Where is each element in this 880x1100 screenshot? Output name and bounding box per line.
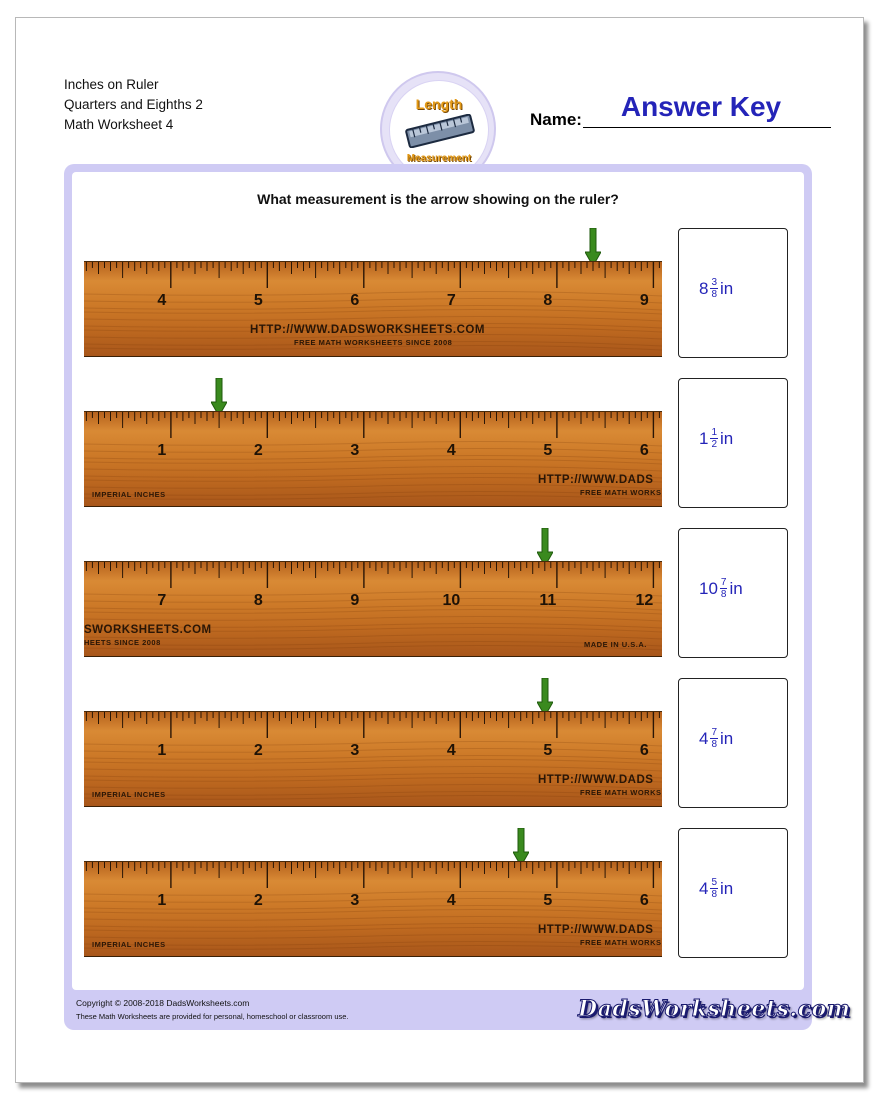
worksheet-subtitle: Quarters and Eighths 2 [64, 97, 203, 112]
ruler-url: SWORKSHEETS.COM [84, 624, 212, 636]
wood-grain [84, 306, 662, 310]
answer-whole: 4 [699, 878, 709, 898]
answer-numerator: 5 [711, 877, 718, 888]
ruler-number: 6 [639, 892, 649, 909]
wood-grain [84, 642, 662, 646]
ruler-ticks [84, 862, 662, 957]
answer-value [699, 877, 733, 900]
answer-box [678, 678, 788, 808]
wood-grain [84, 467, 662, 471]
answer-whole: 10 [699, 578, 718, 598]
ruler-icon [404, 114, 476, 148]
ruler-number: 9 [639, 292, 649, 309]
answer-denominator: 8 [711, 889, 718, 900]
answer-numerator: 1 [711, 427, 718, 438]
answer-numerator: 3 [711, 277, 718, 288]
answer-value [699, 577, 743, 600]
ruler [84, 861, 662, 957]
answer-denominator: 2 [711, 439, 718, 450]
wood-grain [84, 606, 662, 610]
ruler-number: 1 [157, 442, 167, 459]
wood-grain [84, 946, 662, 950]
answer-numerator: 7 [711, 727, 718, 738]
ruler-number: 4 [157, 292, 167, 309]
wood-grain [84, 767, 662, 771]
ruler [84, 561, 662, 657]
answer-value [699, 427, 733, 450]
ruler-imperial-label: IMPERIAL INCHES [92, 940, 166, 949]
ruler-number: 2 [253, 892, 263, 909]
ruler-made-label: MADE IN U.S.A. [584, 640, 647, 649]
answer-fraction [710, 727, 718, 750]
question-text: What measurement is the arrow showing on the ruler? [257, 191, 619, 207]
ruler [84, 411, 662, 507]
ruler-url: HTTP://WWW.DADSWORKSHEETS.COM [250, 324, 485, 336]
answer-denominator: 8 [720, 589, 727, 600]
answer-fraction [720, 577, 728, 600]
ruler [84, 261, 662, 357]
wood-grain [84, 449, 662, 453]
ruler-number: 3 [350, 442, 360, 459]
answer-denominator: 8 [711, 289, 718, 300]
wood-grain [84, 592, 662, 596]
ruler-tagline: FREE MATH WORKSHEETS SINCE 2008 [294, 338, 453, 347]
answer-whole: 1 [699, 428, 709, 448]
ruler-number: 5 [543, 892, 553, 909]
wood-grain [84, 760, 662, 764]
wood-grain [84, 599, 662, 603]
wood-grain [84, 910, 662, 914]
ruler-number: 6 [350, 292, 360, 309]
ruler-number: 8 [543, 292, 553, 309]
wood-grain [84, 310, 662, 314]
answer-unit: in [720, 878, 734, 898]
ruler-number: 2 [253, 742, 263, 759]
wood-grain [84, 496, 662, 500]
wood-grain [84, 899, 662, 903]
brand-logo: DadsWorksheets.com [578, 996, 851, 1022]
ruler [84, 711, 662, 807]
ruler-number: 4 [446, 442, 456, 459]
ruler-imperial-label: IMPERIAL INCHES [92, 490, 166, 499]
wood-grain [84, 892, 662, 896]
ruler-url: HTTP://WWW.DADS [538, 474, 654, 486]
ruler-url: HTTP://WWW.DADS [538, 774, 654, 786]
worksheet-title: Inches on Ruler [64, 77, 159, 92]
wood-grain [84, 492, 662, 496]
name-label: Name: [530, 110, 582, 129]
ruler-number: 3 [350, 892, 360, 909]
wood-grain [84, 299, 662, 303]
answer-box [678, 228, 788, 358]
wood-grain [84, 917, 662, 921]
wood-grain [84, 617, 662, 621]
ruler-number: 5 [253, 292, 263, 309]
answer-value [699, 727, 733, 750]
wood-grain [84, 442, 662, 446]
ruler-number: 11 [539, 592, 557, 609]
wood-grain [84, 317, 662, 321]
ruler-tagline: FREE MATH WORKS [580, 938, 662, 947]
wood-grain [84, 749, 662, 753]
ruler-number: 5 [543, 742, 553, 759]
answer-unit: in [720, 428, 734, 448]
answer-fraction [710, 877, 718, 900]
ruler-number: 4 [446, 892, 456, 909]
answer-whole: 8 [699, 278, 709, 298]
wood-grain [84, 460, 662, 464]
ruler-number: 8 [253, 592, 263, 609]
ruler-number: 4 [446, 742, 456, 759]
answer-fraction [710, 427, 718, 450]
ruler-number: 6 [639, 742, 649, 759]
answer-numerator: 7 [720, 577, 727, 588]
ruler-number: 9 [350, 592, 360, 609]
ruler-number: 5 [543, 442, 553, 459]
wood-grain [84, 292, 662, 296]
answer-unit: in [720, 278, 734, 298]
answer-box [678, 378, 788, 508]
wood-grain [84, 796, 662, 800]
answer-box [678, 528, 788, 658]
logo-top-text: Length [415, 96, 463, 112]
ruler-number: 3 [350, 742, 360, 759]
ruler-number: 6 [639, 442, 649, 459]
answer-unit: in [729, 578, 743, 598]
ruler-number: 7 [157, 592, 167, 609]
ruler-tagline: FREE MATH WORKS [580, 788, 662, 797]
answer-value [699, 277, 733, 300]
ruler-number: 2 [253, 442, 263, 459]
answer-unit: in [720, 728, 734, 748]
ruler-number: 1 [157, 742, 167, 759]
wood-grain [84, 646, 662, 650]
answer-fraction [710, 277, 718, 300]
ruler-number: 10 [442, 592, 461, 609]
ruler-number: 1 [157, 892, 167, 909]
ruler-ticks [84, 712, 662, 807]
wood-grain [84, 906, 662, 910]
wood-grain [84, 456, 662, 460]
ruler-ticks [84, 412, 662, 507]
ruler-imperial-label: IMPERIAL INCHES [92, 790, 166, 799]
wood-grain [84, 610, 662, 614]
answer-denominator: 8 [711, 739, 718, 750]
logo-bottom-text: Measurement [406, 153, 472, 164]
ruler-tagline: HEETS SINCE 2008 [84, 638, 161, 647]
wood-grain [84, 742, 662, 746]
wood-grain [84, 756, 662, 760]
name-line [583, 127, 831, 128]
answer-whole: 4 [699, 728, 709, 748]
answer-key-text: Answer Key [620, 91, 782, 122]
usage-note: These Math Worksheets are provided for personal, homeschool or classroom use. [76, 1012, 349, 1021]
ruler-number: 7 [446, 292, 456, 309]
worksheet-number: Math Worksheet 4 [64, 117, 174, 132]
answer-box [678, 828, 788, 958]
ruler-number: 12 [635, 592, 654, 609]
copyright-text: Copyright © 2008-2018 DadsWorksheets.com [76, 998, 250, 1008]
wood-grain [84, 792, 662, 796]
ruler-url: HTTP://WWW.DADS [538, 924, 654, 936]
wood-grain [84, 942, 662, 946]
ruler-tagline: FREE MATH WORKS [580, 488, 662, 497]
ruler-ticks [84, 562, 662, 657]
